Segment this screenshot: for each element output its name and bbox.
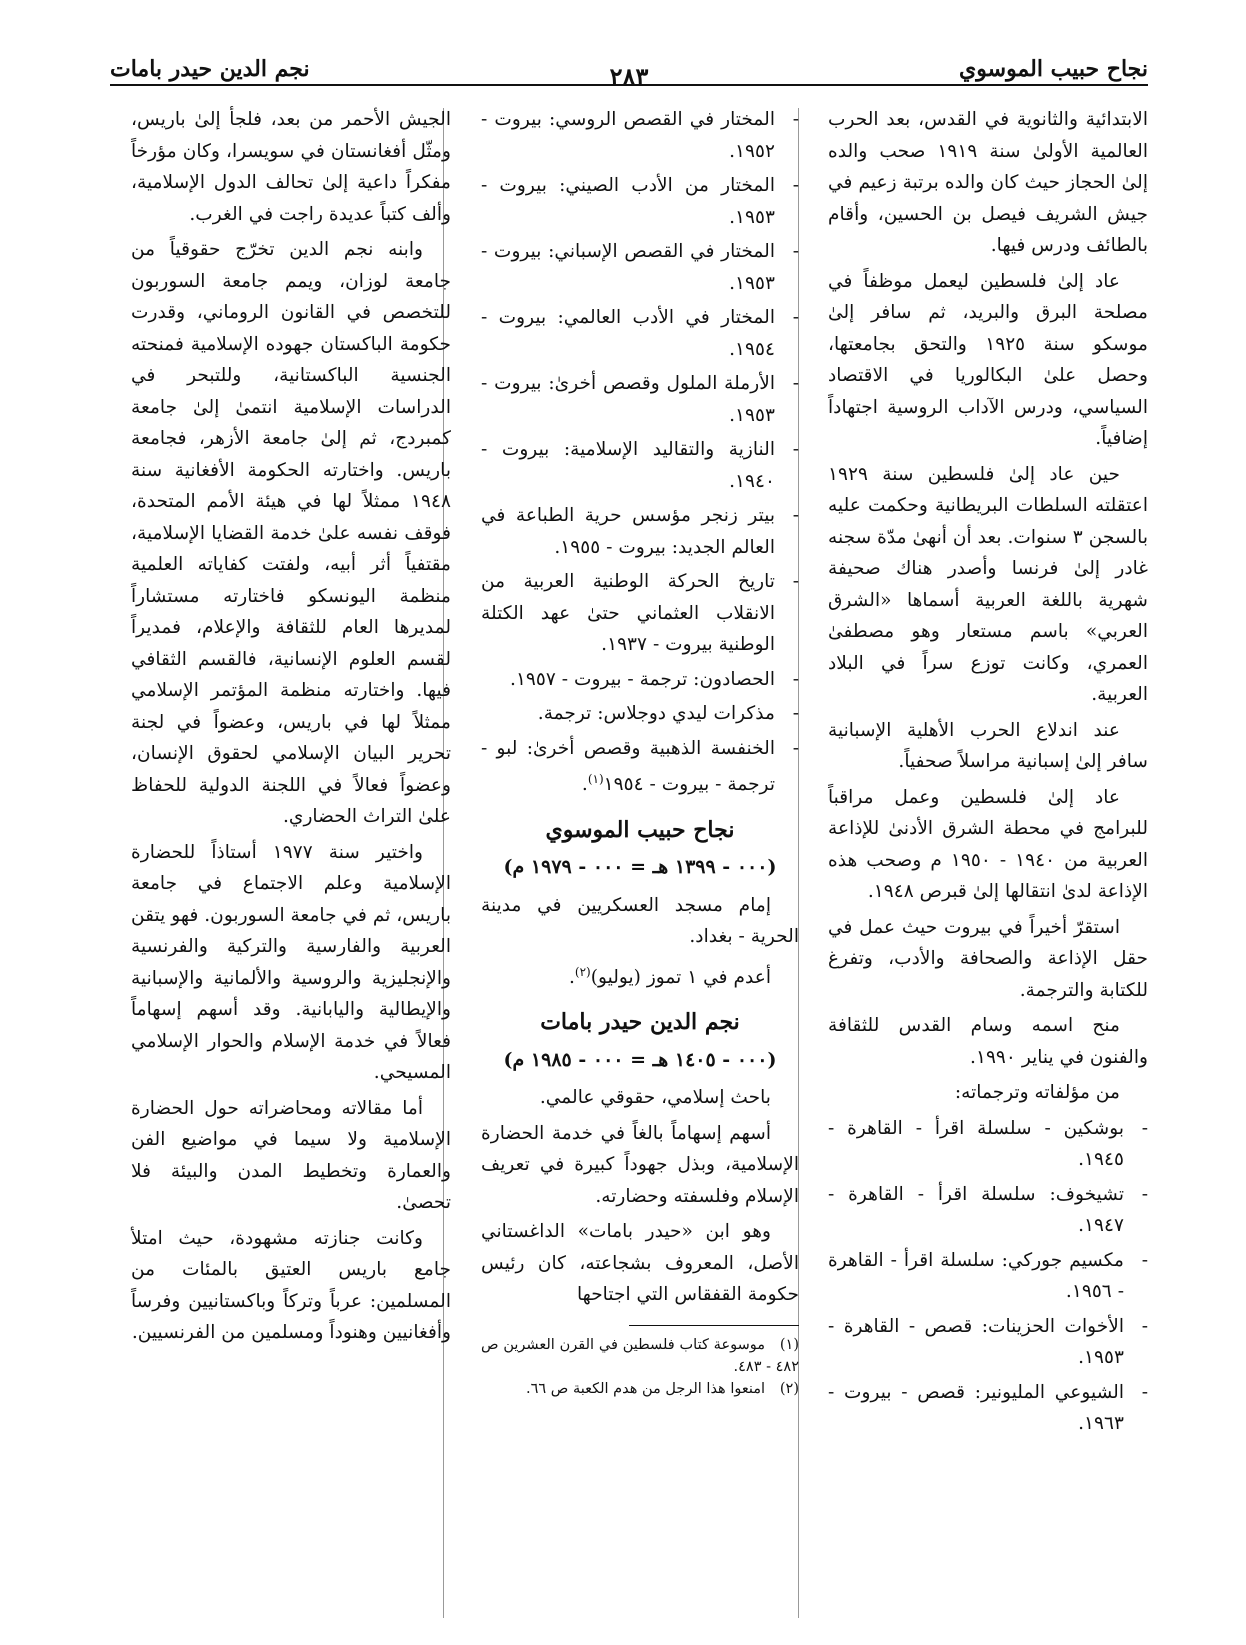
list-item: - المختار في الأدب العالمي: بيروت - ١٩٥٤.	[481, 307, 799, 360]
paragraph: أما مقالاته ومحاضراته حول الحضارة الإسلامية ولا سيما في مواضيع الفن والعمارة وتخطيط المدن والبيئة فلا تحصىٰ.	[131, 1097, 451, 1213]
column-middle	[481, 104, 799, 1614]
list-item: - الأخوات الحزينات: قصص - القاهرة - ١٩٥٣.	[828, 1315, 1148, 1368]
paragraph: وهو ابن «حيدر بامات» الداغستاني الأصل، المعروف بشجاعته، كان رئيس حكومة القفقاس التي اجتاحها	[481, 1221, 799, 1306]
list-item: - مذكرات ليدي دوجلاس: ترجمة.	[537, 703, 799, 724]
biography-title: نجم الدين حيدر بامات	[540, 1009, 740, 1036]
list-item: - الأرملة الملول وقصص أخرىٰ: بيروت - ١٩٥٣.	[481, 373, 799, 426]
list-item: - بيتر زنجر مؤسس حرية الطباعة في العالم الجديد: بيروت - ١٩٥٥.	[481, 505, 799, 558]
list-item: - النازية والتقاليد الإسلامية: بيروت - ١٩٤٠.	[481, 439, 799, 492]
running-title-left: نجم الدين حيدر بامات	[110, 56, 310, 82]
paragraph: استقرّ أخيراً في بيروت حيث عمل في حقل الإذاعة والصحافة والأدب، وتفرغ للكتابة والترجمة.	[828, 916, 1148, 1001]
footnote-ref: (١)	[587, 772, 604, 786]
paragraph: أسهم إسهاماً بالغاً في خدمة الحضارة الإسلامية، وبذل جهوداً كبيرة في تعريف الإسلام وفلسفته وحضارته.	[481, 1122, 799, 1207]
list-item: - المختار في القصص الإسباني: بيروت - ١٩٥٣.	[481, 241, 799, 294]
list-item: - تشيخوف: سلسلة اقرأ - القاهرة - ١٩٤٧.	[828, 1183, 1148, 1236]
list-item: - الحصادون: ترجمة - بيروت - ١٩٥٧.	[510, 668, 799, 690]
page-number: ٢٨٣	[609, 62, 649, 91]
biography-title: نجاح حبيب الموسوي	[545, 816, 735, 843]
paragraph: الجيش الأحمر من بعد، فلجأ إلىٰ باريس، ومثّل أفغانستان في سويسرا، وكان مؤرخاً مفكراً داعية إلىٰ تحالف الدول الإسلامية، وألف كتباً عديدة راجت في الغرب.	[131, 109, 451, 225]
paragraph: عاد إلىٰ فلسطين وعمل مراقباً للبرامج في محطة الشرق الأدنىٰ للإذاعة العربية من ١٩٤٠ - ١٩٥٠ م وصحب هذه الإذاعة لدىٰ انتقالها إلىٰ قبرص ١٩٤٨.	[828, 786, 1148, 902]
footnote-ref: (٢)	[574, 964, 591, 979]
paragraph: الابتدائية والثانوية في القدس، بعد الحرب العالمية الأولىٰ سنة ١٩١٩ صحب والده إلىٰ الحجاز حيث كان والده برتبة زعيم في جيش الشريف فيصل بن الحسين، وأقام بالطائف ودرس فيها.	[828, 109, 1148, 256]
paragraph: وابنه نجم الدين تخرّج حقوقياً من جامعة لوزان، ويمم جامعة السوربون للتخصص في القانون الروماني، وقدرت حكومة الباكستان جهوده الإسلامية فمنحته الجنسية الباكستانية، وللتبحر في الدراسات الإسلامية انتمىٰ إلىٰ جامعة كمبردج، ثم إلىٰ جامعة الأزهر، فجامعة باريس. واختارته الحكومة الأفغانية سنة ١٩٤٨ ممثلاً لها في هيئة الأمم المتحدة، فوقف نفسه علىٰ خدمة القضايا الإسلامية، مقتفياً أثر أبيه، ولفتت كفاياته العلمية منظمة اليونسكو فاختارته مستشاراً لمديرها العام للثقافة والإعلام، فمديراً لقسم العلوم الإنسانية، فالقسم الثقافي فيها. واختارته منظمة المؤتمر الإسلامي ممثلاً لها في باريس، وعضواً في لجنة تحرير البيان الإسلامي لحقوق الإنسان، وعضواً فعالاً في اللجنة الدولية للحفاظ علىٰ التراث الحضاري.	[131, 239, 451, 827]
paragraph: منح اسمه وسام القدس للثقافة والفنون في يناير ١٩٩٠.	[828, 1015, 1148, 1068]
paragraph: حين عاد إلىٰ فلسطين سنة ١٩٢٩ اعتقلته السلطات البريطانية وحكمت عليه بالسجن ٣ سنوات. بعد أن أنهىٰ مدّة سجنه غادر إلىٰ فرنسا وأصدر هناك صحيفة شهرية باللغة العربية أسماها «الشرق العربي» باسم مستعار وهو مصطفىٰ العمري، وكانت توزع سراً في البلاد العربية.	[828, 463, 1148, 705]
column-right	[828, 104, 1148, 1448]
paragraph: باحث إسلامي، حقوقي عالمي.	[539, 1087, 771, 1109]
paragraph: عاد إلىٰ فلسطين ليعمل موظفاً في مصلحة البرق والبريد، ثم سافر إلىٰ موسكو سنة ١٩٢٥ والتحق بجامعتها، وحصل علىٰ البكالوريا في الاقتصاد السياسي، ودرس الآداب الروسية اجتهاداً إضافياً.	[828, 270, 1149, 449]
footnote: (١)موسوعة كتاب فلسطين في القرن العشرين ص ٤٨٢ - ٤٨٣.	[481, 1336, 799, 1375]
works-list	[828, 1113, 1148, 1440]
column-left	[131, 104, 451, 1353]
paragraph: إمام مسجد العسكريين في مدينة الحرية - بغداد.	[481, 894, 799, 948]
list-item: - المختار في القصص الروسي: بيروت - ١٩٥٢.	[481, 109, 799, 162]
list-item: - الشيوعي المليونير: قصص - بيروت - ١٩٦٣.	[828, 1381, 1148, 1434]
list-item: - مكسيم جوركي: سلسلة اقرأ - القاهرة - ١٩٥٦.	[828, 1249, 1148, 1302]
works-list	[481, 104, 799, 801]
biography-dates: (٠٠٠ - ١٣٩٩ هـ = ٠٠٠ - ١٩٧٩ م)	[503, 856, 777, 879]
paragraph: عند اندلاع الحرب الأهلية الإسبانية سافر إلىٰ إسبانية مراسلاً صحفياً.	[828, 719, 1148, 772]
paragraph: واختير سنة ١٩٧٧ أستاذاً للحضارة الإسلامية وعلم الاجتماع في جامعة باريس، ثم في جامعة السوربون. فهو يتقن العربية والفارسية والتركية والفرنسية والإنجليزية والروسية والألمانية والإسبانية والإيطالية واليابانية. وقد أسهم إسهاماً فعالاً في خدمة الإسلام والحوار الإسلامي المسيحي.	[131, 841, 451, 1083]
list-item: - تاريخ الحركة الوطنية العربية من الانقلاب العثماني حتىٰ عهد الكتلة الوطنية بيروت - ١٩٣٧.	[481, 571, 799, 655]
works-heading: من مؤلفاته وترجماته:	[954, 1082, 1120, 1103]
list-item: - الخنفسة الذهبية وقصص أخرىٰ: لبو - ترجمة - بيروت - ١٩٥٤$^{(١)}$.	[481, 737, 799, 796]
running-title-right: نجاح حبيب الموسوي	[959, 56, 1148, 82]
list-item: - المختار من الأدب الصيني: بيروت - ١٩٥٣.	[481, 175, 799, 228]
biography-dates: (٠٠٠ - ١٤٠٥ هـ = ٠٠٠ - ١٩٨٥ م)	[503, 1048, 777, 1071]
footnote: (٢)امنعوا هذا الرجل من هدم الكعبة ص ٦٦.	[526, 1380, 799, 1397]
paragraph: وكانت جنازته مشهودة، حيث امتلأ جامع باريس العتيق بالمئات من المسلمين: عرباً وتركاً وباكستانيين وفرساً وأفغانيين وهنوداً ومسلمين من الفرنسيين.	[131, 1227, 451, 1343]
list-item: - بوشكين - سلسلة اقرأ - القاهرة - ١٩٤٥.	[828, 1117, 1148, 1170]
paragraph: أعدم في ١ تموز (يوليو)$^{(٢)}$.	[568, 964, 771, 988]
footnote-divider	[629, 1325, 799, 1326]
page-header	[110, 44, 1148, 91]
